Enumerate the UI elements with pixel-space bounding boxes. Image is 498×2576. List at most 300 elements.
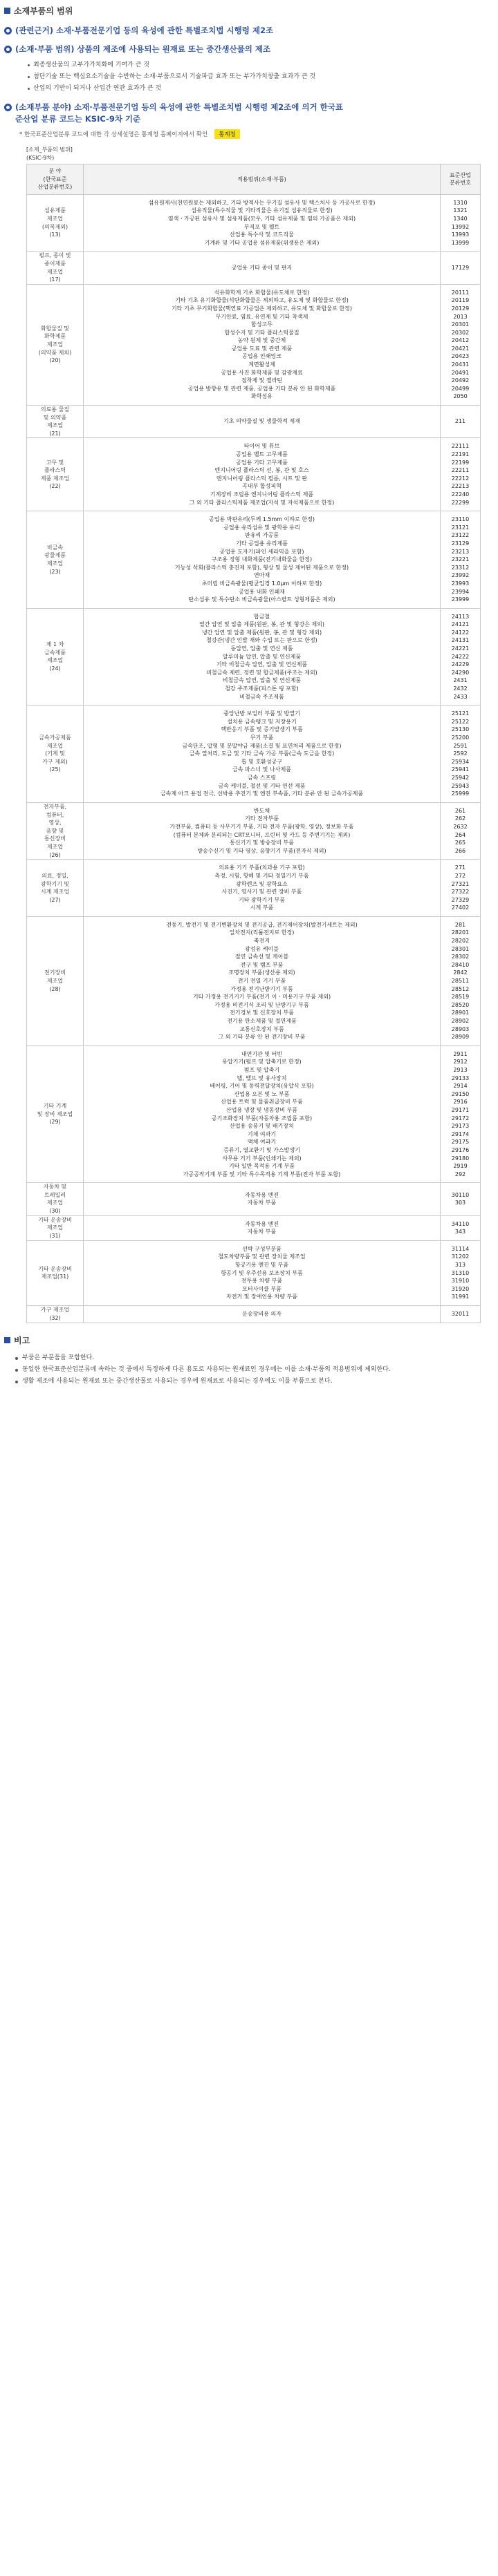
scope-item: 공업용 벨트 고무제품	[236, 451, 288, 457]
scope-item: 기초 의약물질 및 생물학적 제재	[223, 418, 300, 425]
scope-item: 무기안료, 염료, 유연제 및 기타 착색제	[215, 313, 308, 320]
scope-item: 공업용 기타 고무제품	[236, 459, 288, 466]
scope-items-cell	[84, 705, 441, 803]
category-name-line: (의복제외)	[42, 223, 68, 230]
industry-code: 23122	[451, 532, 470, 539]
scope-item: 공업용 방향유 및 관련 제품, 공업용 기타 분류 안 된 화학제품	[187, 385, 336, 392]
category-cell	[27, 802, 84, 860]
scope-item: 금속제 아크 용접 전극, 선박용 추진기 및 엔진 부속품, 기타 분류 안 된 금속가공제품	[160, 790, 364, 797]
scope-item: 내연기관 및 터빈	[241, 1050, 283, 1057]
scope-item: 자동차용 엔진	[245, 1220, 279, 1227]
scope-item: 탭, 밸브 및 유사장치	[237, 1074, 287, 1081]
scope-item: 염색ㆍ가공된 섬유사 및 섬유제품(모우, 기타 섬유제품 및 염의 가공품은 제외)	[167, 215, 356, 222]
scope-item: 곡내부 합성피혁	[242, 483, 282, 490]
industry-code: 281	[454, 921, 466, 928]
remark-item: 생활 제조에 사용되는 원재료 또는 중간생산물로 사용되는 경우에 원재료로 사용되는 경우에도 이를 부품으로 본다.	[15, 1376, 497, 1388]
industry-code: 29171	[451, 1106, 470, 1113]
category-cell	[27, 252, 84, 284]
category-name-line: 금속제품	[44, 649, 66, 656]
codes-cell	[441, 916, 481, 1045]
scope-item: 가정용 전기난방기기 부품	[230, 985, 293, 992]
header-text-line: (한국표준	[43, 176, 67, 182]
scope-items-cell	[84, 438, 441, 511]
category-cell	[27, 916, 84, 1045]
scope-item: 석유화학계 기초 화합물(유도체로 한정)	[214, 289, 310, 296]
scope-item: 광섬유 케이블	[245, 945, 279, 952]
industry-code: 32011	[451, 1311, 470, 1317]
scope-item: 공업용 사진 화학제품 및 감광재료	[221, 369, 303, 376]
circle-bullet-icon	[4, 104, 12, 111]
header-text-line: 적용범위(소재·부품)	[237, 176, 286, 182]
category-name-line: (26)	[49, 851, 61, 858]
circle-bullet-icon	[4, 46, 12, 53]
scope-item: 공기조화장치 부품(자동차용 조립품 포함)	[211, 1115, 313, 1121]
industry-code: 25200	[451, 735, 470, 741]
table-row	[27, 1306, 481, 1323]
industry-code: 20431	[451, 361, 470, 368]
scope-items-cell	[84, 1183, 441, 1215]
industry-code: 27402	[451, 905, 470, 911]
scope-item: 모터사이클 부품	[242, 1285, 282, 1292]
table-row	[27, 438, 481, 511]
category-cell	[27, 1215, 84, 1240]
scope-item: 중앙난방 보일러 부품 및 방열기	[223, 710, 300, 717]
scope-item: 전투용 차량 부품	[241, 1278, 283, 1285]
scope-item: 기타 공업용 유리제품	[236, 540, 288, 547]
category-name-line: 기타 기계	[43, 1103, 67, 1110]
industry-code: 22111	[451, 443, 470, 450]
scope-items-cell	[84, 802, 441, 860]
category-cell	[27, 705, 84, 803]
scope-item: 비철금속 주조제품	[239, 693, 284, 700]
section-scope-text: (소재·부품 범위) 상품의 제조에 사용되는 원재료 또는 중간생산물의 제조	[15, 44, 271, 54]
scope-item: (컴퓨터 본체와 분리되는 CRT모니터, 프린터 및 카드 등 주변기기는 제외)	[173, 831, 351, 838]
industry-code: 265	[454, 840, 466, 846]
category-name-line: 펄프, 종이 및	[39, 252, 71, 259]
scope-item: 기능성 석회(플라스틱 충진제 포함), 형상 및 물성 제어된 제품으로 한정)	[174, 564, 349, 571]
category-name-line: (27)	[49, 896, 61, 903]
industry-code: 31920	[451, 1285, 470, 1292]
category-name-line: 컴퓨터,	[46, 811, 64, 818]
category-cell	[27, 1045, 84, 1183]
category-name-line: (28)	[49, 985, 61, 992]
industry-code: 28302	[451, 954, 470, 960]
industry-code: 2433	[453, 693, 468, 700]
scope-item: 열간 압연 및 압출 제품(원판, 봉, 관 및 형강은 제외)	[199, 621, 325, 628]
page-title	[1, 3, 497, 18]
category-name-line: 트레일러	[44, 1191, 66, 1198]
codes-cell	[441, 860, 481, 917]
category-name-line: (21)	[49, 430, 61, 437]
category-name-line: 제조업	[46, 742, 64, 749]
category-name-line: 영상,	[48, 820, 62, 826]
industry-code: 29180	[451, 1155, 470, 1162]
category-name-line: (30)	[49, 1208, 61, 1215]
industry-code: 25942	[451, 774, 470, 781]
scope-item: 기타 비철금속 압연, 압출 및 연신제품	[216, 661, 308, 668]
industry-code: 31114	[451, 1245, 470, 1252]
category-name-line: 제조업	[46, 843, 64, 850]
industry-code: 22199	[451, 459, 470, 466]
table-row	[27, 1215, 481, 1240]
scope-item: 공업용 도료 및 관련 제품	[231, 345, 293, 352]
scope-item: 기타 일반 목적용 기계 부품	[228, 1163, 295, 1170]
header-text-line: 분 야	[48, 168, 62, 174]
category-name-line: (29)	[49, 1119, 61, 1126]
category-name-line: 종이제품	[44, 260, 66, 267]
scope-items-cell	[84, 608, 441, 705]
industry-code: 20412	[451, 337, 470, 344]
industry-code: 23992	[451, 572, 470, 579]
industry-code: 20301	[451, 321, 470, 328]
category-name-line: 자동차 및	[43, 1184, 67, 1191]
scope-item: 금속 열처리, 도금 및 기타 금속 가공 부품(금속 도금을 한정)	[189, 750, 335, 757]
category-name-line: 광물제품	[44, 552, 66, 559]
section-scope	[3, 44, 497, 55]
codes-cell	[441, 252, 481, 284]
scope-item: 자동차용 엔진	[245, 1191, 279, 1198]
scope-item: 알루미늄 압연, 압출 및 연신제품	[222, 653, 302, 660]
scope-item: 방송수신기 및 기타 영상, 음향기기 부품(전자식 제외)	[197, 847, 326, 854]
scope-item: 교통신호장치 부품	[239, 1025, 284, 1032]
industry-code: 292	[454, 1171, 466, 1177]
scope-item: 공업용 박판유리(두께 1.5mm 이하로 한정)	[209, 516, 315, 523]
industry-code: 2432	[453, 685, 468, 692]
category-name-line: 기타 운송장비	[38, 1216, 72, 1223]
scope-item: 그 외 기타 분류 안 된 전기장비 부품	[218, 1034, 306, 1041]
industry-code: 24221	[451, 645, 470, 652]
industry-code: 28901	[451, 1010, 470, 1016]
scope-item: 산업용 트럭 및 물품취급장비 부품	[221, 1099, 303, 1106]
scope-item: 유압기기(펌프 및 압축기로 한정)	[222, 1059, 302, 1066]
industry-code: 2431	[453, 677, 468, 684]
industry-code: 24122	[451, 629, 470, 636]
table-row	[27, 1045, 481, 1183]
scope-items-cell	[84, 406, 441, 438]
scope-item: 조명장치 부품(생산용 제외)	[228, 969, 295, 976]
category-name-line: (의약품 제외)	[38, 349, 72, 356]
industry-code: 31202	[451, 1253, 470, 1260]
scope-item: 공업용 유리섬유 및 광학용 유리	[223, 524, 300, 531]
header-text-line: 산업분류번호)	[37, 184, 73, 191]
industry-code: 22213	[451, 483, 470, 490]
scope-item: 사무용 기기 부품(인쇄기는 제외)	[222, 1155, 302, 1162]
industry-code: 20421	[451, 345, 470, 352]
industry-code: 28201	[451, 929, 470, 936]
scope-item: 산업용 냉장 및 냉동장비 부품	[226, 1106, 297, 1113]
industry-code: 2916	[453, 1099, 468, 1106]
industry-code: 28902	[451, 1018, 470, 1024]
scope-item: 항공기 및 우주선용 보조장치 부품	[221, 1269, 303, 1276]
industry-code: 25941	[451, 766, 470, 773]
industry-code: 1340	[453, 215, 468, 222]
section-field-line-2: 준산업 분류 코드는 KSIC-9차 기준	[15, 114, 141, 124]
scope-item: 섬유원제사(천연원료는 제외하고, 기타 방적사는 무기질 섬유사 및 텍스처사 등 가공사로 한정)	[148, 199, 376, 206]
scope-item: 합성수지 및 기타 플라스틱물질	[224, 329, 299, 336]
industry-code: 2914	[453, 1083, 468, 1090]
category-name-line: 제조업(31)	[41, 1273, 69, 1280]
table-row	[27, 916, 481, 1045]
scope-item: 전기 전열 기기 부품	[237, 978, 286, 985]
scope-bullet-list	[28, 59, 497, 95]
scope-item: 항공기용 엔진 및 부품	[234, 1262, 289, 1269]
industry-code: 28301	[451, 945, 470, 952]
category-name-line: (23)	[49, 568, 61, 575]
industry-code: 20491	[451, 369, 470, 376]
section-field	[3, 102, 497, 125]
scope-table	[26, 164, 481, 1323]
note-text: * 한국표준산업분류 코드에 대한 각 상세설명은 통계청 홈페이지에서 확인	[19, 131, 208, 138]
industry-code: 2050	[453, 393, 468, 400]
industry-code: 261	[454, 807, 466, 814]
industry-code: 20499	[451, 385, 470, 392]
industry-code: 31310	[451, 1269, 470, 1276]
scope-items-cell	[84, 252, 441, 284]
scope-items-cell	[84, 194, 441, 252]
category-name-line: 제조업	[46, 268, 64, 275]
industry-code: 29176	[451, 1146, 470, 1153]
table-caption-title: [소재_부품의 범위]	[26, 146, 73, 153]
category-name-line: 고무 및	[46, 459, 64, 466]
scope-item: 자전거 및 장애인용 차량 부품	[226, 1294, 297, 1300]
scope-item: 금속 파스너 및 나사제품	[232, 766, 291, 773]
codes-cell	[441, 1045, 481, 1183]
industry-code: 13993	[451, 231, 470, 238]
table-row	[27, 511, 481, 609]
category-cell	[27, 1183, 84, 1215]
codes-cell	[441, 608, 481, 705]
industry-code: 1310	[453, 199, 468, 206]
category-name-line: 화합물질 및	[40, 325, 70, 332]
section-legal-basis	[3, 25, 497, 37]
remarks-title	[1, 1333, 497, 1348]
scope-items-cell	[84, 1306, 441, 1323]
scope-items-cell	[84, 916, 441, 1045]
remark-item: 동일한 한국표준산업분류에 속하는 것 중에서 특정하게 다른 용도로 사용되는 원재료인 경우에는 이를 소재·부품의 적용범위에 제외한다.	[15, 1364, 497, 1376]
scope-item: 베어링, 기어 및 동력전달장치(유압식 포함)	[210, 1083, 314, 1090]
codes-cell	[441, 511, 481, 609]
scope-item: 일차전지(리튬전지로 한정)	[229, 929, 295, 936]
scope-items-cell	[84, 860, 441, 917]
scope-item: 절연 금속선 및 케이블	[234, 954, 289, 960]
category-name-line: 제 1 차	[46, 641, 64, 648]
scope-item: 통신기기 및 방송장비 부품	[230, 840, 294, 846]
scope-item: 톱 및 호환성공구	[241, 758, 283, 765]
category-name-line: 제조업	[46, 560, 64, 567]
square-bullet-icon	[4, 1337, 10, 1343]
category-name-line: 비금속	[46, 544, 64, 551]
scope-item: 타이어 및 튜브	[243, 443, 280, 450]
category-cell	[27, 511, 84, 609]
scope-items-cell	[84, 511, 441, 609]
category-name-line: 금속가공제품	[39, 735, 71, 741]
statistics-office-link[interactable]: 통계청	[214, 129, 240, 139]
scope-table-body	[27, 194, 481, 1323]
scope-item: 철도차량부품 및 관련 장치물 제조업	[218, 1253, 306, 1260]
category-name-line: 의료용 물질	[40, 406, 70, 413]
category-name-line: 제조업	[46, 1200, 64, 1206]
industry-code: 24131	[451, 637, 470, 644]
industry-code: 24222	[451, 653, 470, 660]
category-cell	[27, 860, 84, 917]
codes-cell	[441, 705, 481, 803]
category-name-line: 광학기기 및	[40, 880, 70, 887]
remark-item: 부품은 부분품을 포함한다.	[15, 1352, 497, 1364]
table-row	[27, 406, 481, 438]
table-row	[27, 705, 481, 803]
scope-item: 핵반응기 부품 및 증기발생기 부품	[221, 726, 303, 733]
codes-cell	[441, 1306, 481, 1323]
scope-item: 전기경보 및 신호장치 부품	[230, 1010, 294, 1016]
industry-code: 211	[454, 418, 466, 425]
codes-cell	[441, 1240, 481, 1305]
scope-item: 초미립 비금속광물(평균입경 1.0μm 이하로 한정)	[201, 580, 322, 587]
category-name-line: 가구 제조업	[40, 1307, 70, 1314]
scope-item: 액체 여과기	[247, 1139, 277, 1146]
industry-code: 23312	[451, 564, 470, 571]
table-row	[27, 608, 481, 705]
scope-item: 부직포 및 펠트	[243, 223, 280, 230]
table-row	[27, 802, 481, 860]
industry-code: 28909	[451, 1034, 470, 1041]
category-name-line: 및 장비 제조업	[37, 1110, 73, 1117]
category-name-line: (20)	[49, 357, 61, 364]
scope-bullet: 첨단기술 또는 핵심요소기술을 수반하는 소재·부품으로서 기술파급 효과 또는 부가가치창출 효과가 큰 것	[28, 71, 497, 83]
industry-code: 23121	[451, 524, 470, 531]
scope-items-cell	[84, 284, 441, 405]
industry-code: 2013	[453, 313, 468, 320]
industry-code: 23129	[451, 540, 470, 547]
table-row	[27, 860, 481, 917]
scope-item: 철강관(냉간 인발 재와 수입 또는 판으로 한정)	[206, 637, 317, 644]
scope-item: 반도체	[253, 807, 270, 814]
scope-item: 공업용 내화 인쇄재	[239, 588, 285, 595]
section-field-text	[15, 102, 343, 125]
scope-item: 산업용 송풍기 및 배기장치	[230, 1123, 294, 1130]
category-cell	[27, 284, 84, 405]
scope-item: 의료용 기기 부품(치과용 기구 포함)	[219, 864, 305, 871]
industry-code: 25121	[451, 710, 470, 717]
scope-item: 운송장비용 의자	[242, 1311, 282, 1317]
industry-code: 303	[454, 1200, 466, 1206]
remarks-title-text: 비고	[14, 1336, 30, 1346]
industry-code: 24229	[451, 661, 470, 668]
industry-code: 2592	[453, 750, 468, 757]
industry-code: 30110	[451, 1191, 470, 1198]
category-name-line: 가구 제외)	[42, 758, 68, 765]
category-name-line: (32)	[49, 1314, 61, 1321]
table-row	[27, 194, 481, 252]
industry-code: 24121	[451, 621, 470, 628]
scope-item: 시계 부품	[250, 905, 274, 911]
scope-bullet: 산업의 기반이 되거나 산업간 연관 효과가 큰 것	[28, 83, 497, 95]
industry-code: 1321	[453, 207, 468, 214]
industry-code: 29174	[451, 1130, 470, 1137]
industry-code: 25130	[451, 726, 470, 733]
codes-cell	[441, 802, 481, 860]
category-name-line: 전자부품,	[43, 803, 67, 810]
scope-item: 선박 구성부분품	[242, 1245, 282, 1252]
table-caption-version: (KSIC-9차)	[26, 155, 55, 161]
industry-code: 34110	[451, 1220, 470, 1227]
category-cell	[27, 608, 84, 705]
table-row	[27, 1183, 481, 1215]
industry-code: 13992	[451, 223, 470, 230]
scope-item: 엔지니어링 플라스틱 선, 봉, 관 및 호스	[214, 467, 309, 474]
scope-item: 접착제 및 젤라틴	[241, 377, 283, 384]
industry-code: 23221	[451, 556, 470, 563]
category-cell	[27, 194, 84, 252]
industry-code: 29173	[451, 1123, 470, 1130]
scope-item: 공업용 기타 종이 및 판지	[231, 264, 293, 271]
scope-item: 비철금속 압연, 압출 및 연신제품	[222, 677, 302, 684]
scope-items-cell	[84, 1240, 441, 1305]
industry-code: 28520	[451, 1001, 470, 1008]
industry-code: 20111	[451, 289, 470, 296]
category-name-line: 기타 운송장비	[38, 1265, 72, 1272]
industry-code: 20119	[451, 297, 470, 304]
industry-code: 266	[454, 847, 466, 854]
industry-code: 31991	[451, 1294, 470, 1300]
category-name-line: (22)	[49, 483, 61, 490]
category-cell	[27, 1240, 84, 1305]
scope-item: 탄소섬유 및 특수탄소 비금속광물(아스팔트 성형제품은 제외)	[188, 596, 335, 603]
header-field	[27, 164, 84, 195]
category-name-line: 의료, 정밀,	[42, 872, 68, 879]
industry-code: 20129	[451, 305, 470, 312]
industry-code: 24113	[451, 613, 470, 620]
scope-item: 펌프 및 압축기	[243, 1066, 280, 1073]
industry-code: 31910	[451, 1278, 470, 1285]
category-name-line: (13)	[49, 231, 61, 238]
industry-code: 13999	[451, 239, 470, 246]
category-name-line: 음향 및	[46, 827, 64, 834]
circle-bullet-icon	[4, 27, 12, 35]
category-name-line: 제조업	[46, 422, 64, 429]
scope-item: 전기용 탄소제품 및 절연제품	[227, 1018, 297, 1024]
industry-code: 2912	[453, 1059, 468, 1066]
category-name-line: 제조업	[46, 978, 64, 985]
category-cell	[27, 438, 84, 511]
scope-item: 계면활성제	[248, 361, 275, 368]
header-scope	[84, 164, 441, 195]
remarks-list	[15, 1352, 497, 1388]
industry-code: 23994	[451, 588, 470, 595]
scope-item: 화학섬유	[251, 393, 273, 400]
scope-item: 농약 원제 및 중간체	[237, 337, 286, 344]
category-name-line: 제조업	[46, 215, 64, 222]
category-name-line: (24)	[49, 665, 61, 672]
scope-item: 합금철	[253, 613, 270, 620]
industry-code: 27321	[451, 880, 470, 887]
scope-bullet: 최종생산품의 고부가가치화에 기여가 큰 것	[28, 59, 497, 71]
scope-item: 섬유직물(특수직물 및 기타직물은 유기질 섬유직물로 한정)	[191, 207, 333, 214]
industry-code: 27329	[451, 896, 470, 903]
industry-code: 20492	[451, 377, 470, 384]
page-title-text: 소재부품의 범위	[14, 6, 73, 16]
industry-code: 29175	[451, 1139, 470, 1146]
industry-code: 24290	[451, 669, 470, 676]
scope-item: 엔지니어링 플라스틱 필름, 시트 및 판	[216, 475, 308, 482]
codes-cell	[441, 1183, 481, 1215]
scope-item: 합성고무	[251, 321, 273, 328]
codes-cell	[441, 1215, 481, 1240]
category-name-line: 플라스틱	[44, 467, 66, 474]
industry-code: 2911	[453, 1050, 468, 1057]
scope-item: 가정용 비전기식 조리 및 난방기구 부품	[214, 1001, 309, 1008]
industry-code: 20302	[451, 329, 470, 336]
category-name-line: 전기장비	[44, 969, 66, 976]
